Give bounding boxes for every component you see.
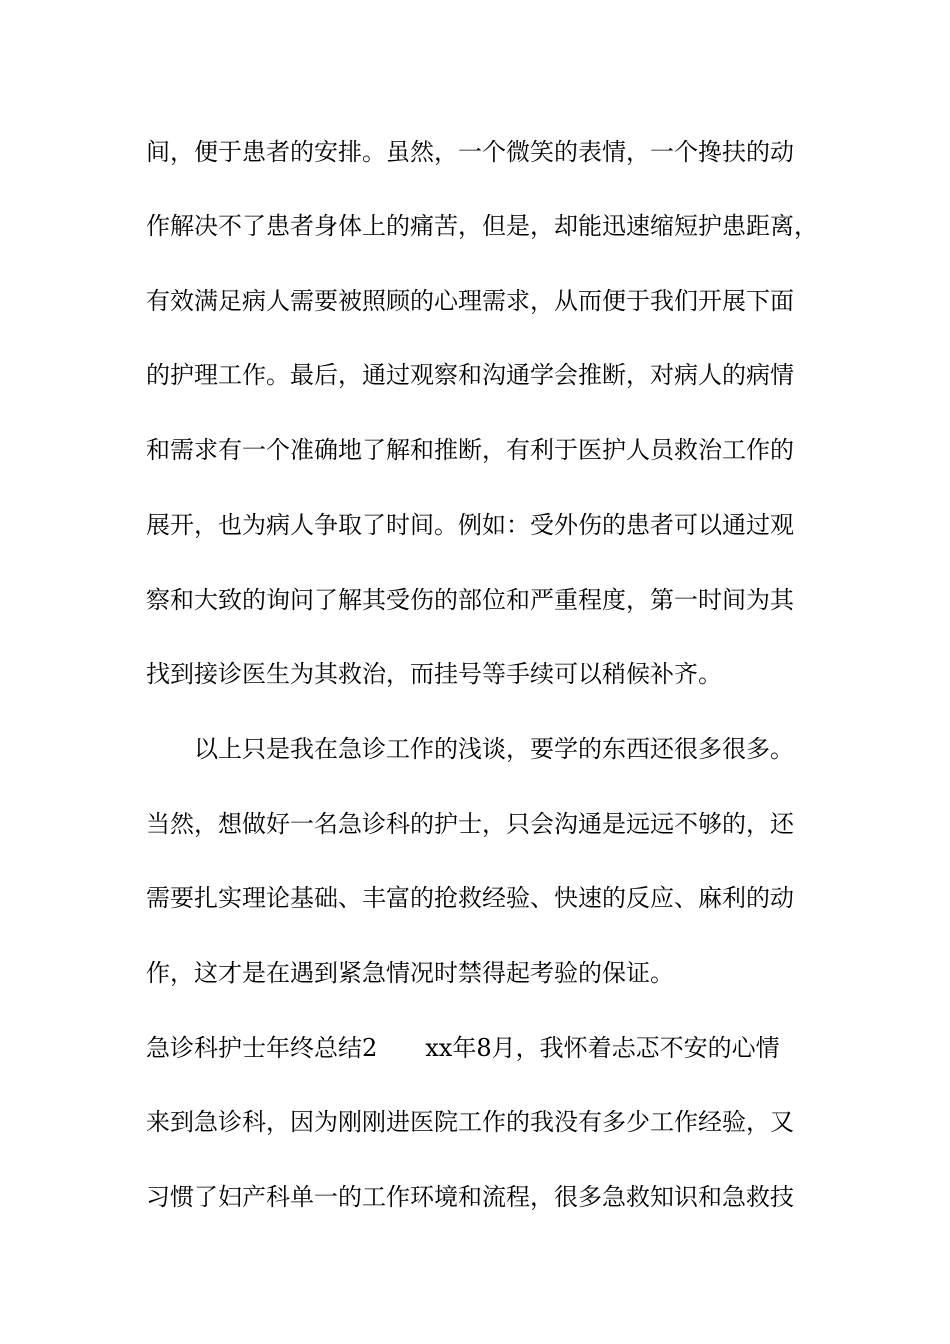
text-line: 习惯了妇产科单一的工作环境和流程，很多急救知识和急救技 <box>146 1183 794 1211</box>
text-line: 作，这才是在遇到紧急情况时禁得起考验的保证。 <box>146 959 674 987</box>
text-line: 找到接诊医生为其救治，而挂号等手续可以稍候补齐。 <box>146 660 722 688</box>
text-line: 察和大致的询问了解其受伤的部位和严重程度，第一时间为其 <box>146 586 794 614</box>
text-line: 有效满足病人需要被照顾的心理需求，从而便于我们开展下面 <box>146 287 794 315</box>
text-line: 需要扎实理论基础、丰富的抢救经验、快速的反应、麻利的动 <box>146 884 794 912</box>
text-line: 的护理工作。最后，通过观察和沟通学会推断，对病人的病情 <box>146 361 794 389</box>
text-line: 作解决不了患者身体上的痛苦，但是，却能迅速缩短护患距离， <box>146 212 818 240</box>
text-line: 间，便于患者的安排。虽然，一个微笑的表情，一个搀扶的动 <box>146 138 794 166</box>
text-line: 和需求有一个准确地了解和推断，有利于医护人员救治工作的 <box>146 436 794 464</box>
text-line: 来到急诊科，因为刚刚进医院工作的我没有多少工作经验，又 <box>146 1108 794 1136</box>
text-line-indented: 以上只是我在急诊工作的浅谈，要学的东西还很多很多。 <box>194 735 794 763</box>
section-heading-line: 急诊科护士年终总结2 xx年8月，我怀着忐忑不安的心情 <box>146 1034 780 1062</box>
text-line: 展开，也为病人争取了时间。例如：受外伤的患者可以通过观 <box>146 511 794 539</box>
text-line: 当然，想做好一名急诊科的护士，只会沟通是远远不够的，还 <box>146 810 794 838</box>
